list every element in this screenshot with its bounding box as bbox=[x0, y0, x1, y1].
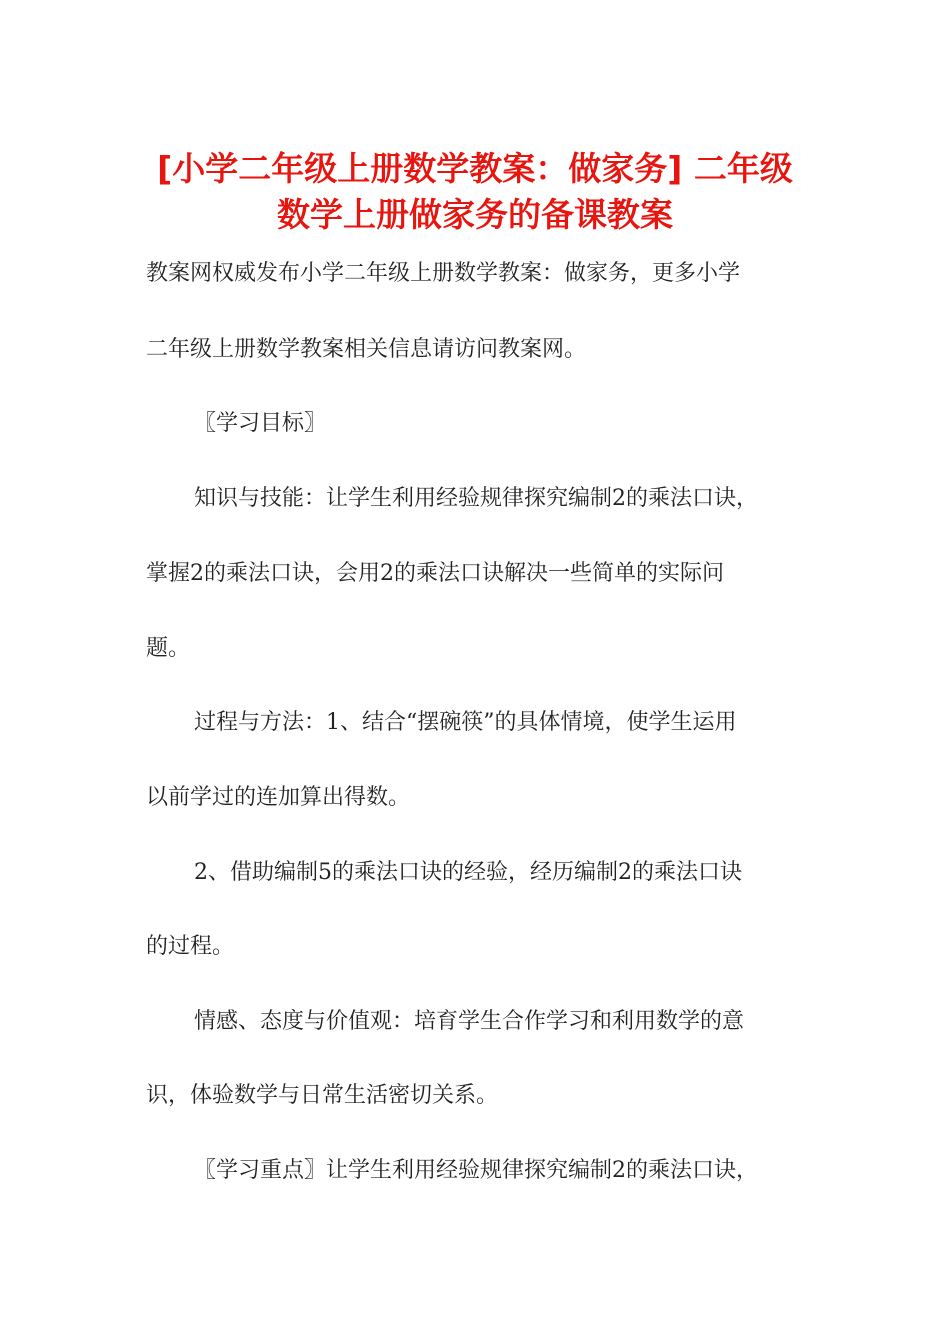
emotion-values-line-2: 识，体验数学与日常生活密切关系。 bbox=[146, 1083, 499, 1108]
process-methods-line-1: 过程与方法：1、结合“摆碗筷”的具体情境，使学生运用 bbox=[194, 710, 737, 735]
knowledge-skills-line-3: 题。 bbox=[146, 636, 191, 661]
intro-line-2: 二年级上册数学教案相关信息请访问教案网。 bbox=[146, 337, 587, 362]
knowledge-skills-line-2: 掌握2的乘法口诀，会用2的乘法口诀解决一些简单的实际问 bbox=[146, 561, 724, 586]
process-methods-item2-line-1: 2、借助编制5的乘法口诀的经验，经历编制2的乘法口诀 bbox=[194, 860, 742, 885]
process-methods-line-2: 以前学过的连加算出得数。 bbox=[146, 785, 411, 810]
intro-line-1: 教案网权威发布小学二年级上册数学教案：做家务，更多小学 bbox=[146, 261, 741, 286]
process-methods-item2-line-2: 的过程。 bbox=[146, 934, 235, 959]
section-heading-learning-goals: 〖学习目标〗 bbox=[194, 411, 327, 436]
title-line-1: [小学二年级上册数学教案：做家务] 二年级 bbox=[157, 149, 793, 188]
document-title bbox=[120, 146, 830, 238]
knowledge-skills-line-1: 知识与技能：让学生利用经验规律探究编制2的乘法口诀， bbox=[194, 486, 758, 511]
title-line-2: 数学上册做家务的备课教案 bbox=[277, 195, 673, 234]
section-heading-key-points: 〖学习重点〗让学生利用经验规律探究编制2的乘法口诀， bbox=[194, 1158, 758, 1183]
emotion-values-line-1: 情感、态度与价值观：培育学生合作学习和利用数学的意 bbox=[194, 1009, 745, 1034]
